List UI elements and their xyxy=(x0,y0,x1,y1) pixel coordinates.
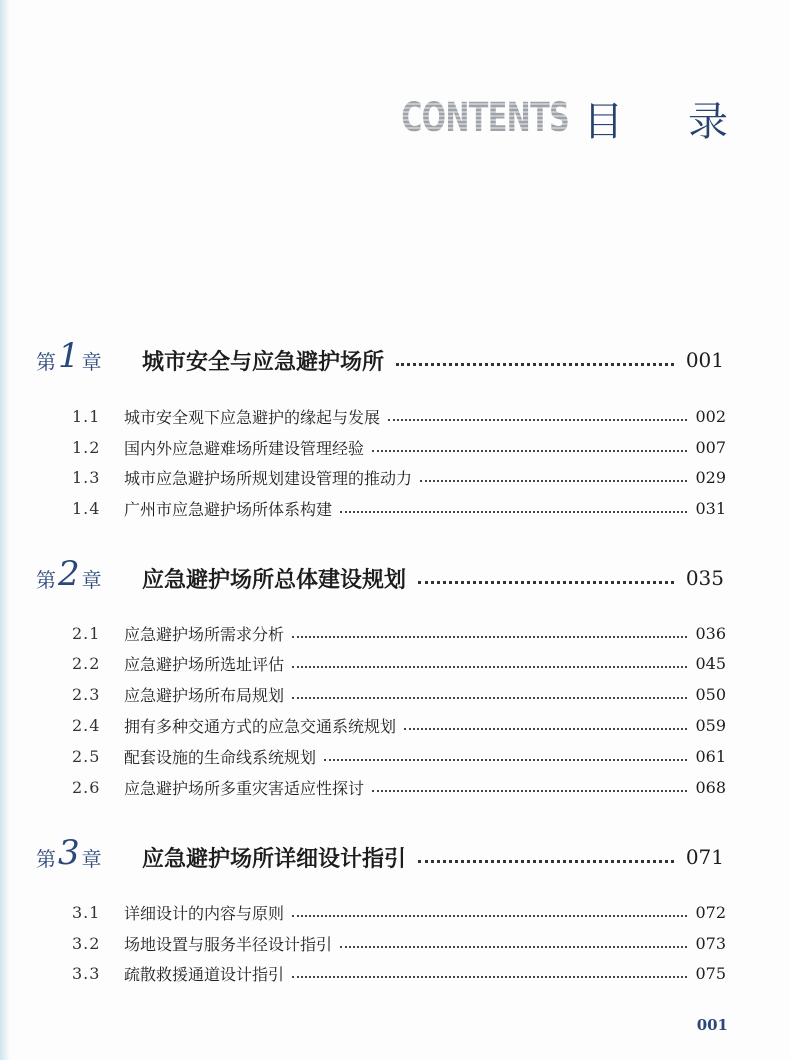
toc-entry[interactable] xyxy=(72,744,726,768)
chapter-number: 2 xyxy=(58,554,80,594)
dot-leader xyxy=(418,580,674,584)
chapter-2[interactable] xyxy=(36,554,724,598)
section-title: 广州市应急避护场所体系构建 xyxy=(124,499,333,519)
section-page: 031 xyxy=(695,498,726,518)
section-page: 075 xyxy=(695,963,726,983)
section-number: 1.2 xyxy=(72,437,101,457)
contents-heading: CONTENTS xyxy=(401,95,570,141)
section-number: 3.1 xyxy=(72,902,101,922)
chapter-label xyxy=(36,554,138,595)
section-title: 国内外应急避难场所建设管理经验 xyxy=(124,438,365,458)
section-number: 1.4 xyxy=(72,498,101,518)
section-page: 059 xyxy=(695,715,726,735)
dot-leader xyxy=(418,859,674,863)
section-page: 002 xyxy=(695,406,726,426)
toc-entry[interactable] xyxy=(72,900,726,924)
dot-leader xyxy=(292,696,687,699)
page-edge xyxy=(0,0,10,1060)
chapter-page: 071 xyxy=(685,845,724,869)
chapter-1[interactable] xyxy=(36,336,724,380)
dot-leader xyxy=(340,945,687,948)
chapter-label xyxy=(36,336,138,377)
section-title: 疏散救援通道设计指引 xyxy=(124,964,285,984)
toc-entry[interactable] xyxy=(72,404,726,428)
toc-entry[interactable] xyxy=(72,651,726,675)
toc-entry[interactable] xyxy=(72,465,726,489)
section-number: 2.3 xyxy=(72,684,101,704)
chapter-prefix: 第 xyxy=(36,349,56,374)
section-page: 061 xyxy=(695,746,726,766)
section-number: 3.2 xyxy=(72,933,101,953)
section-number: 1.1 xyxy=(72,406,101,426)
dot-leader xyxy=(404,727,687,730)
dot-leader xyxy=(372,789,687,792)
dot-leader xyxy=(372,449,687,452)
section-page: 073 xyxy=(695,933,726,953)
dot-leader xyxy=(292,635,687,638)
section-title: 场地设置与服务半径设计指引 xyxy=(124,934,333,954)
chapter-page: 001 xyxy=(685,348,724,372)
section-number: 2.1 xyxy=(72,623,101,643)
section-page: 050 xyxy=(695,684,726,704)
section-page: 045 xyxy=(695,653,726,673)
toc-header xyxy=(336,88,754,148)
section-number: 2.2 xyxy=(72,653,101,673)
chapter-prefix: 第 xyxy=(36,846,56,871)
dot-leader xyxy=(292,914,687,917)
toc-entry[interactable] xyxy=(72,435,726,459)
toc-entry[interactable] xyxy=(72,961,726,985)
page-number: 001 xyxy=(696,1016,728,1034)
toc-title: 目 录 xyxy=(583,98,754,145)
chapter-suffix: 章 xyxy=(81,567,102,592)
dot-leader xyxy=(388,418,687,421)
section-number: 3.3 xyxy=(72,963,101,983)
section-page: 072 xyxy=(695,902,726,922)
section-title: 城市安全观下应急避护的缘起与发展 xyxy=(124,407,381,427)
section-title: 城市应急避护场所规划建设管理的推动力 xyxy=(124,468,413,488)
chapter-suffix: 章 xyxy=(81,349,102,374)
dot-leader xyxy=(340,510,687,513)
dot-leader xyxy=(324,758,687,761)
chapter-title: 应急避护场所总体建设规划 xyxy=(142,567,407,593)
chapter-title: 城市安全与应急避护场所 xyxy=(142,349,385,375)
chapter-title: 应急避护场所详细设计指引 xyxy=(142,846,407,872)
section-number: 2.4 xyxy=(72,715,101,735)
chapter-suffix: 章 xyxy=(81,846,102,871)
section-page: 036 xyxy=(695,623,726,643)
section-title: 详细设计的内容与原则 xyxy=(124,903,285,923)
toc-entry[interactable] xyxy=(72,713,726,737)
section-title: 应急避护场所选址评估 xyxy=(124,654,285,674)
chapter-3[interactable] xyxy=(36,833,724,877)
section-number: 1.3 xyxy=(72,467,101,487)
section-title: 应急避护场所布局规划 xyxy=(124,685,285,705)
dot-leader xyxy=(420,479,687,482)
section-number: 2.5 xyxy=(72,746,101,766)
toc-entry[interactable] xyxy=(72,682,726,706)
section-title: 应急避护场所需求分析 xyxy=(124,624,285,644)
dot-leader xyxy=(292,975,687,978)
section-title: 应急避护场所多重灾害适应性探讨 xyxy=(124,778,365,798)
section-page: 068 xyxy=(695,777,726,797)
chapter-page: 035 xyxy=(685,566,724,590)
section-number: 2.6 xyxy=(72,777,101,797)
section-page: 029 xyxy=(695,467,726,487)
section-title: 拥有多种交通方式的应急交通系统规划 xyxy=(124,716,397,736)
chapter-number: 3 xyxy=(58,833,80,873)
toc-entry[interactable] xyxy=(72,775,726,799)
toc-entry[interactable] xyxy=(72,496,726,520)
toc-entry[interactable] xyxy=(72,621,726,645)
chapter-prefix: 第 xyxy=(36,567,56,592)
chapter-number: 1 xyxy=(58,336,80,376)
dot-leader xyxy=(292,665,687,668)
section-page: 007 xyxy=(695,437,726,457)
section-title: 配套设施的生命线系统规划 xyxy=(124,747,317,767)
dot-leader xyxy=(396,362,674,366)
chapter-label xyxy=(36,833,138,874)
toc-entry[interactable] xyxy=(72,931,726,955)
